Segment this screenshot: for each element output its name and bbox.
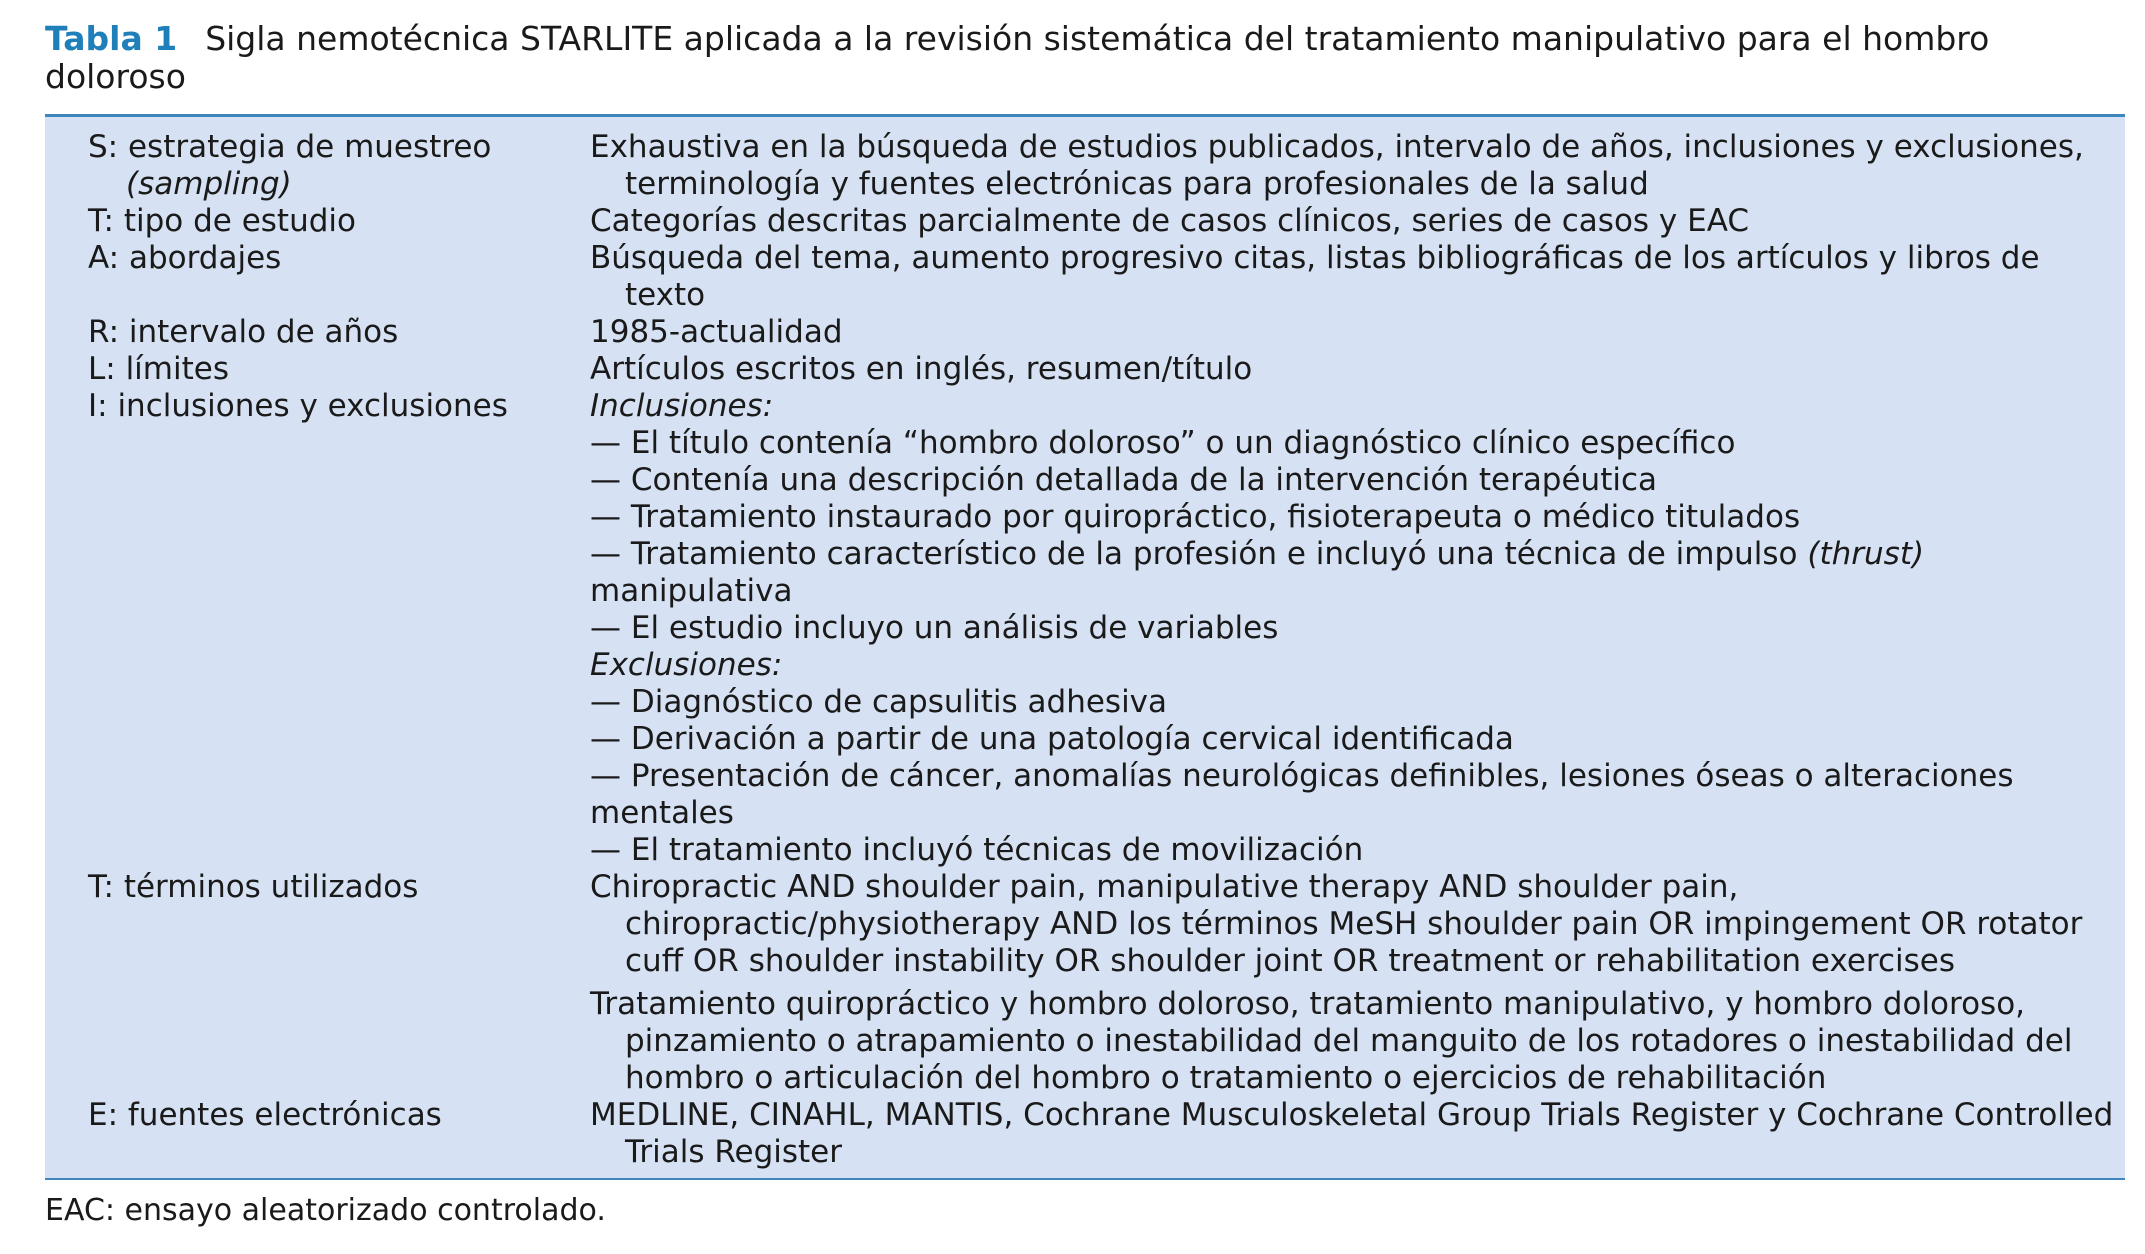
list-item: — Derivación a partir de una patología cervical identificada [590, 721, 1514, 757]
list-item: — Tratamiento característico de la profesión e incluyó una técnica de impulso (thrust) manipulativa [590, 536, 1925, 609]
row-value: Categorías descritas parcialmente de casos clínicos, series de casos y EAC [590, 203, 1750, 239]
table-label: Tabla 1 [45, 19, 178, 58]
table-row [45, 1097, 2125, 1171]
row-key: I: inclusiones y exclusiones [88, 388, 508, 424]
list-item: — El tratamiento incluyó técnicas de movilización [590, 832, 1364, 868]
row-key: A: abordajes [88, 240, 282, 276]
table-row [45, 203, 2125, 240]
bottom-rule [45, 1178, 2125, 1180]
table-row [45, 869, 2125, 1097]
row-key: L: límites [88, 351, 229, 387]
list-item: — Diagnóstico de capsulitis adhesiva [590, 684, 1168, 720]
table-row [45, 129, 2125, 203]
row-value: Búsqueda del tema, aumento progresivo citas, listas bibliográficas de los artículos y libros de texto [590, 240, 2040, 313]
table-row [45, 351, 2125, 388]
list-item: — El título contenía “hombro doloroso” o un diagnóstico clínico específico [590, 425, 1736, 461]
row-key: T: tipo de estudio [88, 203, 356, 239]
row-value: Chiropractic AND shoulder pain, manipulative therapy AND shoulder pain, chiropractic/physiotherapy AND los términos MeSH shoulder pain OR impingement OR rotator cuff OR shoulder instability OR shoulder joint OR treatment or rehabilitation exercises Tratamiento quiropráctico y hombro doloroso, tratamiento manipulativo, y hombro doloroso, pinzamiento o atrapamiento o inestabilidad del manguito de los rotadores o inestabilidad del hombro o articulación del hombro o tratamiento o ejercicios de rehabilitación [590, 869, 2083, 1096]
list-item: — Tratamiento instaurado por quiropráctico, fisioterapeuta o médico titulados [590, 499, 1801, 535]
table-footnote: EAC: ensayo aleatorizado controlado. [45, 1193, 606, 1228]
row-value: MEDLINE, CINAHL, MANTIS, Cochrane Musculoskeletal Group Trials Register y Cochrane Controlled Trials Register [590, 1097, 2114, 1170]
table-caption [45, 20, 2125, 96]
row-key: S: estrategia de muestreo (sampling) [88, 129, 492, 202]
table-row [45, 388, 2125, 869]
row-key: R: intervalo de años [88, 314, 399, 350]
row-value: Artículos escritos en inglés, resumen/título [590, 351, 1253, 387]
list-item: — El estudio incluyo un análisis de variables [590, 610, 1279, 646]
table-row [45, 314, 2125, 351]
table-row [45, 240, 2125, 314]
row-key: E: fuentes electrónicas [88, 1097, 442, 1133]
inclusions-heading: Inclusiones: [590, 388, 774, 424]
exclusions-heading: Exclusiones: [590, 647, 783, 683]
row-value: Exhaustiva en la búsqueda de estudios publicados, intervalo de años, inclusiones y exclusiones, terminología y fuentes electrónicas para profesionales de la salud [590, 129, 2084, 202]
row-key: T: términos utilizados [88, 869, 419, 905]
list-item: — Presentación de cáncer, anomalías neurológicas definibles, lesiones óseas o alteraciones mentales [590, 758, 2014, 831]
list-item: — Contenía una descripción detallada de la intervención terapéutica [590, 462, 1658, 498]
table-title: Sigla nemotécnica STARLITE aplicada a la revisión sistemática del tratamiento manipulativo para el hombro doloroso [45, 19, 1990, 96]
row-value: 1985-actualidad [590, 314, 843, 350]
row-value [590, 388, 2125, 869]
table-body [45, 117, 2125, 1178]
